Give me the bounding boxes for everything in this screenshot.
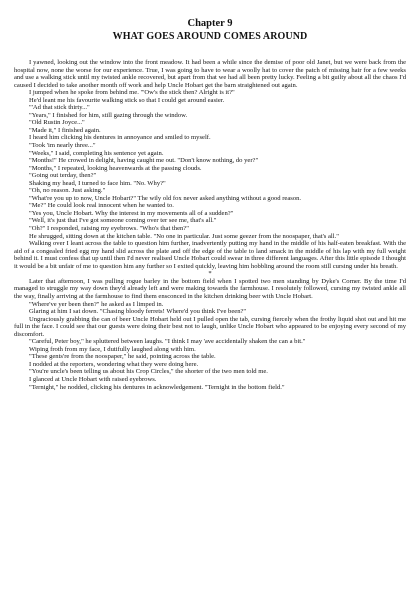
paragraph: "Months," I repeated, looking heavenwards at the passing clouds.	[29, 164, 202, 172]
paragraph: "Careful, Peter boy," he spluttered between laughs. "I think I may 'ave accidentally shaken the can a bit."	[29, 338, 306, 346]
paragraph: Later that afternoon, I was pulling rogue barley in the bottom field when I spotted two men standing by Dyke's Corner. By the time I'd managed to struggle my way down they'd already left and were making towards the farmhouse. I resolutely followed, cursing my twisted ankle all the way, finally arriving at the farmhouse to find them ensconced in the kitchen drinking beer with Uncle Hobart.	[14, 277, 406, 300]
chapter-body	[14, 59, 406, 391]
scene-break: *	[208, 270, 212, 278]
paragraph: "'Ad that stick thirty..."	[29, 104, 90, 112]
paragraph: Glaring at him I sat down. "Chasing bloody ferrets! Where'd you think I've been?"	[29, 308, 247, 316]
paragraph: "Yes you, Uncle Hobart. Why the interest in my movements all of a sudden?"	[29, 209, 234, 217]
paragraph: "Made it," I finished again.	[29, 126, 101, 134]
paragraph: "You're uncle's been telling us about his Crop Circles," the shorter of the two men told me.	[29, 368, 268, 376]
paragraph: "Where've yer been then?" he asked as I limped in.	[29, 300, 164, 308]
paragraph: "Old Rustin Joyce..."	[29, 119, 85, 127]
paragraph: "What're you up to now, Uncle Hobart?" The wily old fox never asked anything without a good reason.	[29, 194, 302, 202]
paragraph: "Oh?" I responded, raising my eyebrows. "Who's that then?"	[29, 225, 189, 233]
paragraph: Ungraciously grabbing the can of beer Uncle Hobart held out I pulled open the tab, cursing fiercely when the frothy liquid shot out and hit me full in the face. I could see that our guests were doing their best not to laugh, unlike Uncle Hobart who appeared to be enjoying every second of my discomfort.	[14, 315, 406, 338]
paragraph: Shaking my head, I turned to face him. "No. Why?"	[29, 179, 166, 187]
paragraph: "Ternight," he nodded, clicking his dentures in acknowledgement. "Ternight in the bottom field."	[29, 383, 285, 391]
paragraph: "Weeks," I said, completing his sentence yet again.	[29, 149, 164, 157]
paragraph: "Took 'im nearly three..."	[29, 142, 96, 150]
paragraph: "Going out terday, then?"	[29, 172, 97, 180]
paragraph: He shrugged, sitting down at the kitchen table. "No one in particular. Just some geezer from the noospaper, that's all."	[29, 232, 339, 240]
paragraph: "Oh, no reason. Just asking."	[29, 187, 106, 195]
paragraph: I nodded at the reporters, wondering what they were doing here.	[29, 360, 199, 368]
paragraph: "Months!" He crowed in delight, having caught me out. "Don't know nothing, do yer?"	[29, 157, 259, 165]
paragraph: "These gents're from the noospaper," he said, pointing across the table.	[29, 353, 216, 361]
paragraph: I yawned, looking out the window into the front meadow. It had been a while since the demise of poor old Janet, but we were back from the hospital now, none the worse for our experience. True, I was going to have to wear a woolly hat to cover the patch of missing hair for a few weeks and use a walking stick until my twisted ankle recovered, but apart from that we had all been pretty lucky. Feeling a bit guilty about all the chaos I'd caused I decided to take another month off work and help Uncle Hobart get the barn straightened out again.	[14, 59, 406, 89]
chapter-title: WHAT GOES AROUND COMES AROUND	[112, 31, 308, 42]
paragraph: I heard him clicking his dentures in annoyance and smiled to myself.	[29, 134, 211, 142]
paragraph: Walking over I leant across the table to question him further, inadvertently putting my hand in the middle of his half-eaten breakfast. With the aid of a congealed fried egg my hand slid across the plate and off the edge of the table to land smack in the middle of his lap with my full weight behind it. I must confess that up until then I'd never realised Uncle Hobart could swear in three different languages. After this little episode I thought it would be a bit unfair of me to question him any further so I exited quickly, leaving him hobbling around the room still cursing under his breath.	[14, 240, 406, 270]
paragraph: "Years," I finished for him, still gazing through the window.	[29, 111, 188, 119]
paragraph: I jumped when he spoke from behind me. "'Ow's the stick then? Alright is it?"	[29, 89, 235, 97]
paragraph: "Well, it's just that I've got someone coming over ter see me, that's all."	[29, 217, 217, 225]
paragraph: "Me?" He could look real innocent when he wanted to.	[29, 202, 174, 210]
chapter-label: Chapter 9	[187, 18, 233, 29]
paragraph: I glanced at Uncle Hobart with raised eyebrows.	[29, 375, 157, 383]
paragraph: Wiping froth from my face, I dutifully laughed along with him.	[29, 345, 196, 353]
paragraph: He'd leant me his favourite walking stick so that I could get around easier.	[29, 96, 225, 104]
